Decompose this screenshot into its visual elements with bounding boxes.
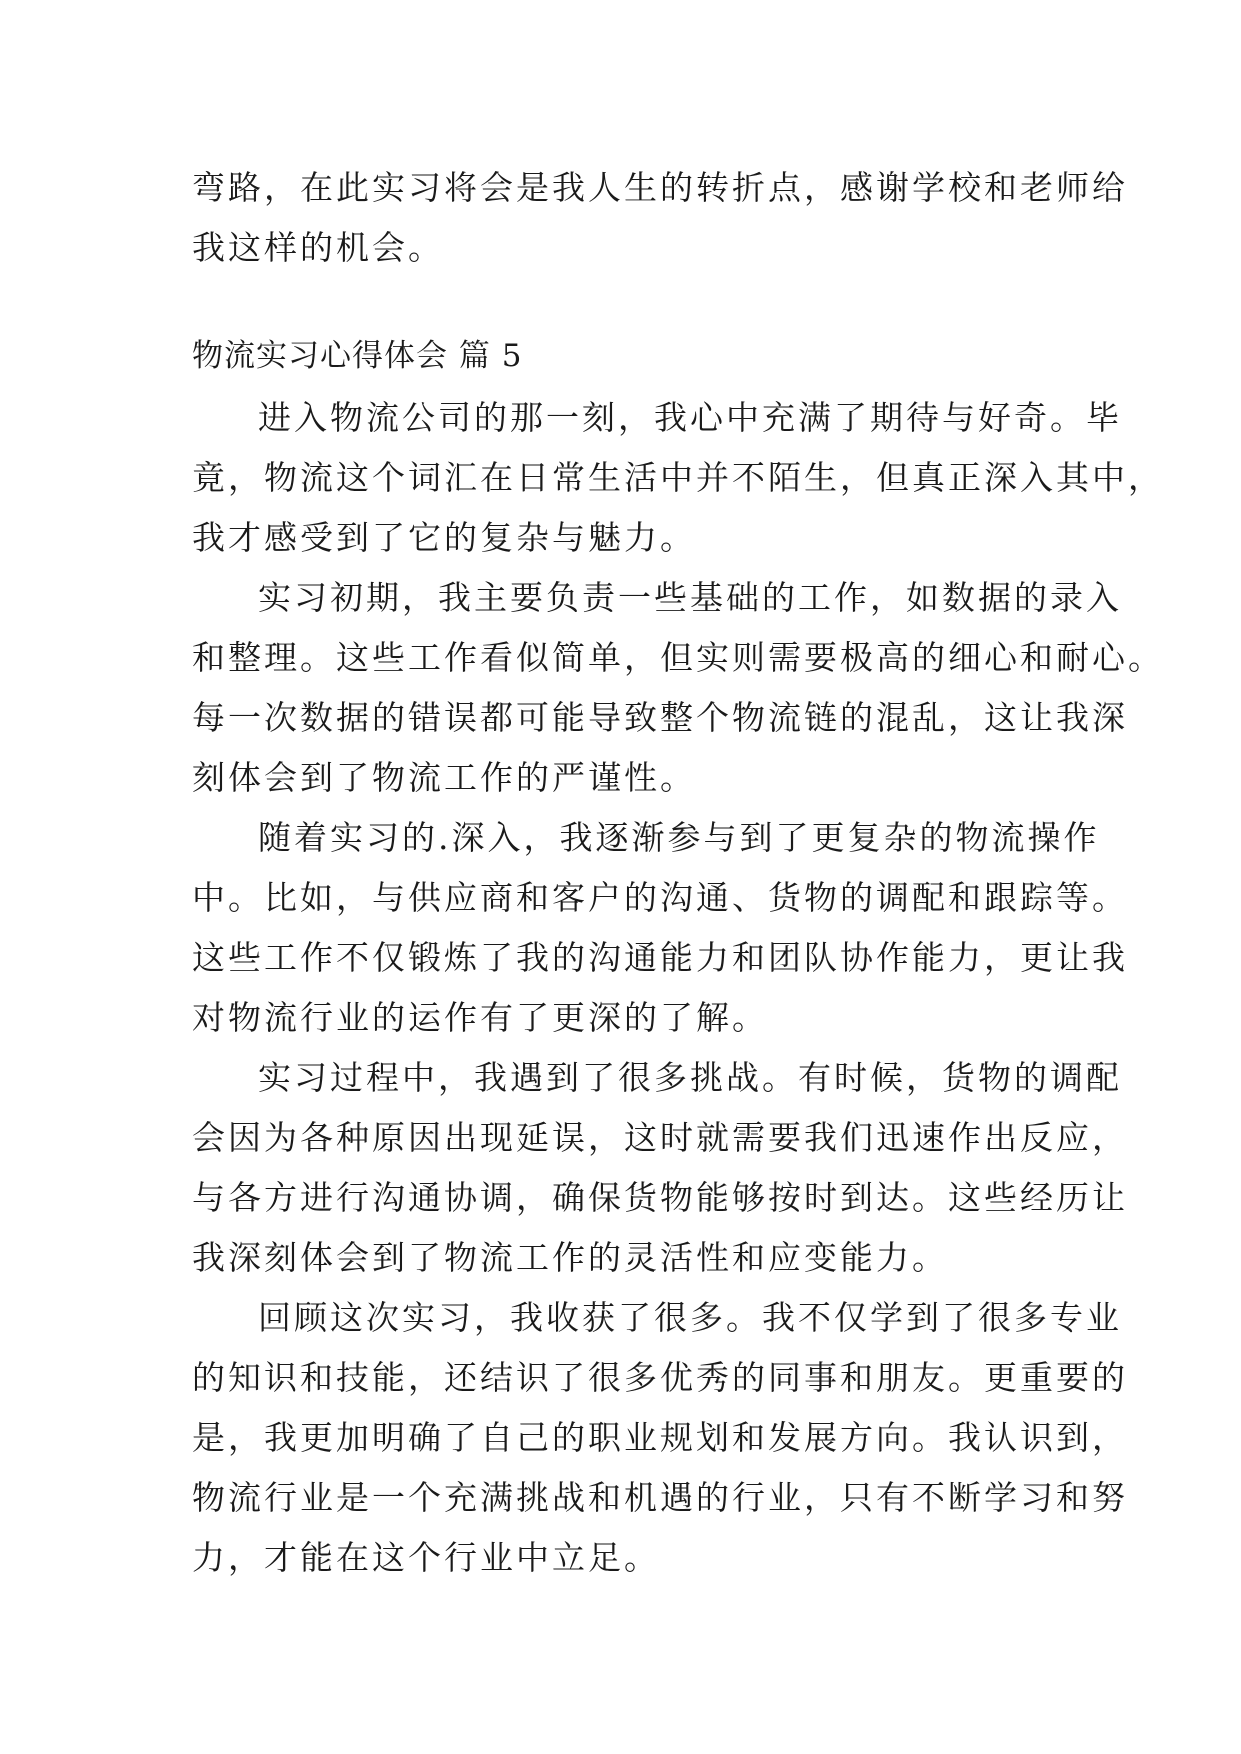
paragraph-line: 随着实习的.深入，我逐渐参与到了更复杂的物流操作 bbox=[258, 818, 1100, 857]
paragraph-line: 竟，物流这个词汇在日常生活中并不陌生，但真正深入其中， bbox=[192, 458, 1164, 497]
paragraph-line: 物流行业是一个充满挑战和机遇的行业，只有不断学习和努 bbox=[192, 1478, 1128, 1517]
paragraph-line: 实习过程中，我遇到了很多挑战。有时候，货物的调配 bbox=[258, 1058, 1122, 1097]
paragraph-line: 的知识和技能，还结识了很多优秀的同事和朋友。更重要的 bbox=[192, 1358, 1128, 1397]
paragraph-line: 进入物流公司的那一刻，我心中充满了期待与好奇。毕 bbox=[258, 398, 1122, 437]
paragraph-line: 力，才能在这个行业中立足。 bbox=[192, 1538, 660, 1577]
paragraph-line: 会因为各种原因出现延误，这时就需要我们迅速作出反应， bbox=[192, 1118, 1128, 1157]
paragraph bbox=[192, 1288, 1128, 1588]
paragraph bbox=[192, 1048, 1128, 1288]
paragraph bbox=[192, 388, 1164, 568]
paragraph-line: 我才感受到了它的复杂与魅力。 bbox=[192, 518, 696, 557]
intro-line: 弯路，在此实习将会是我人生的转折点，感谢学校和老师给 bbox=[192, 168, 1128, 207]
intro-line: 我这样的机会。 bbox=[192, 228, 444, 267]
document-body bbox=[192, 158, 1164, 1588]
paragraph-line: 与各方进行沟通协调，确保货物能够按时到达。这些经历让 bbox=[192, 1178, 1128, 1217]
paragraph-line: 我深刻体会到了物流工作的灵活性和应变能力。 bbox=[192, 1238, 948, 1277]
paragraph-line: 回顾这次实习，我收获了很多。我不仅学到了很多专业 bbox=[258, 1298, 1122, 1337]
paragraph bbox=[192, 808, 1128, 1048]
paragraph-line: 这些工作不仅锻炼了我的沟通能力和团队协作能力，更让我 bbox=[192, 938, 1128, 977]
paragraph-line: 对物流行业的运作有了更深的了解。 bbox=[192, 998, 768, 1037]
paragraph-line: 中。比如，与供应商和客户的沟通、货物的调配和跟踪等。 bbox=[192, 878, 1128, 917]
paragraph bbox=[192, 568, 1164, 808]
paragraph-line: 实习初期，我主要负责一些基础的工作，如数据的录入 bbox=[258, 578, 1122, 617]
paragraph-line: 每一次数据的错误都可能导致整个物流链的混乱，这让我深 bbox=[192, 698, 1128, 737]
paragraph-line: 和整理。这些工作看似简单，但实则需要极高的细心和耐心。 bbox=[192, 638, 1164, 677]
paragraph-line: 刻体会到了物流工作的严谨性。 bbox=[192, 758, 696, 797]
section-heading: 物流实习心得体会 篇 5 bbox=[192, 338, 523, 374]
paragraph-line: 是，我更加明确了自己的职业规划和发展方向。我认识到， bbox=[192, 1418, 1128, 1457]
